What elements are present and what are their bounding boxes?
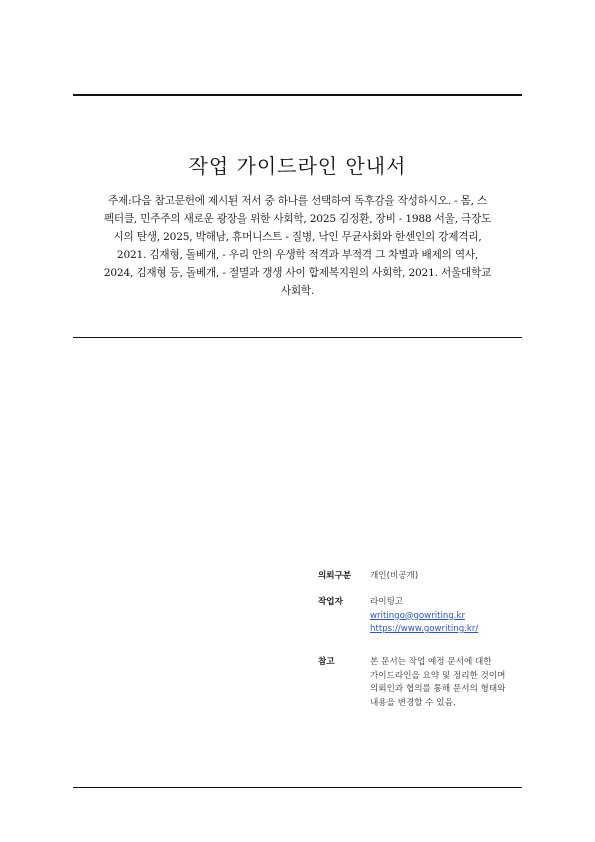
note-line: 의뢰인과 협의를 통해 문서의 형태와: [370, 684, 506, 694]
writer-website-link[interactable]: https://www.gowriting.kr/: [370, 624, 479, 634]
note-line: 내용을 변경할 수 있음.: [370, 697, 456, 708]
topic-line: 2024, 김재형 등, 돌베개, - 절멸과 갱생 사이 합제복지원의 사회학, 2021. 서울대학교: [103, 267, 492, 279]
note-label: 참고: [318, 657, 335, 667]
writer-name: 라이팅고: [370, 597, 404, 607]
writer-email-link[interactable]: writingo@gowriting.kr: [370, 610, 466, 621]
middle-divider: [73, 337, 522, 338]
top-divider: [73, 94, 522, 96]
writer-label: 작업자: [318, 597, 343, 607]
topic-text: [76, 192, 519, 300]
request-type-value: 개인(비공개): [370, 571, 419, 581]
topic-line: 시의 탄생, 2025, 박해남, 휴머니스트 - 질병, 낙인 무균사회와 한센인의 강제격리,: [113, 231, 482, 243]
writer-details: [370, 596, 520, 637]
topic-line: 주제:다음 참고문헌에 제시된 저서 중 하나를 선택하여 독후감을 작성하시오. - 몸, 스: [107, 195, 488, 207]
bottom-divider: [73, 787, 522, 788]
document-title: 작업 가이드라인 안내서: [188, 154, 407, 178]
note-text: [370, 656, 520, 710]
topic-line: 펙터클, 민주주의 새로운 광장을 위한 사회학, 2025 김정환, 장비 - 1988 서울, 극장도: [103, 213, 492, 225]
topic-line: 사회학.: [280, 285, 315, 297]
note-line: 가이드라인을 요약 및 정리한 것이며: [370, 670, 506, 681]
note-line: 본 문서는 작업 예정 문서에 대한: [370, 657, 492, 667]
request-type-label: 의뢰구분: [318, 571, 352, 581]
topic-line: 2021. 김재형, 돌베개, - 우리 안의 우생학 적격과 부적격 그 차별과 배제의 역사,: [116, 249, 479, 261]
